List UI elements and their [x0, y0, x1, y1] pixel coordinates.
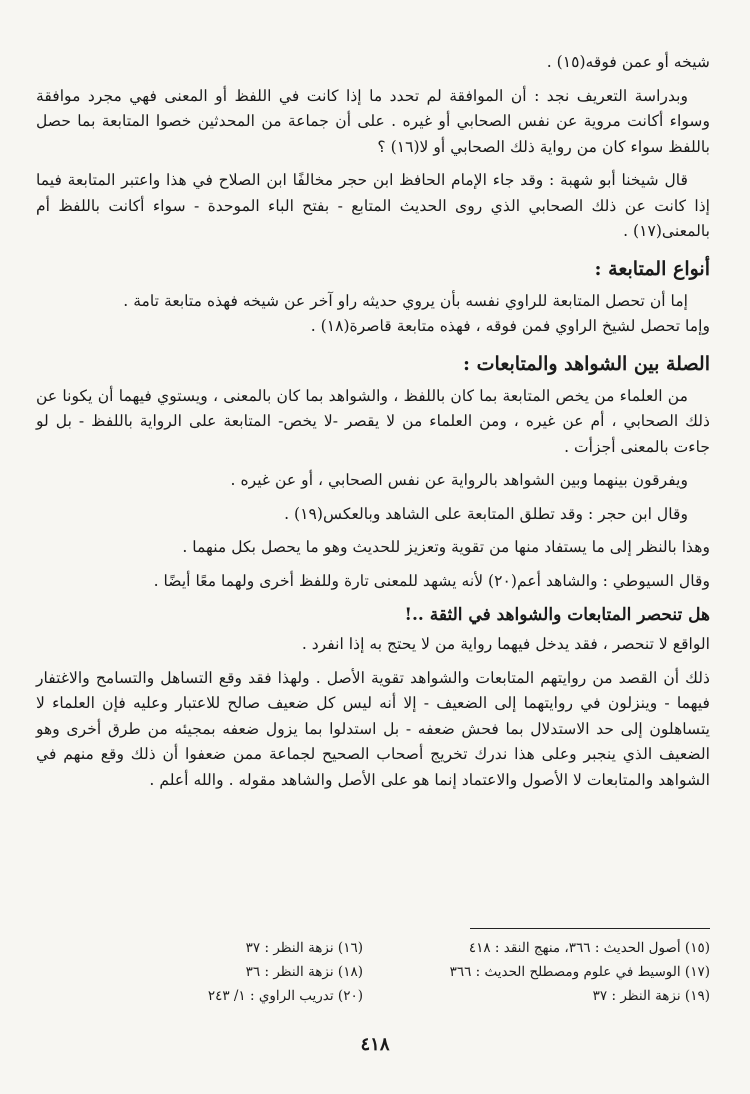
paragraph-3: قال شيخنا أبو شهبة : وقد جاء الإمام الحافظ ابن حجر مخالفًا ابن الصلاح في هذا واعتبر المتابعة فيما إذا كانت عن ذلك الصحابي الذي روى الحديث المتابع - بفتح الباء الموحدة - سواء أكانت باللفظ أم بالمعنى(١٧) . — [36, 171, 710, 240]
paragraph-7: ويفرقون بينهما وبين الشواهد بالرواية عن نفس الصحابي ، أو عن غيره . — [230, 471, 688, 489]
paragraph-5: وإما تحصل لشيخ الراوي فمن فوقه ، فهذه متابعة قاصرة(١٨) . — [310, 317, 710, 335]
paragraph-10: وقال السيوطي : والشاهد أعم(٢٠) لأنه يشهد للمعنى تارة وللفظ أخرى ولهما معًا أيضًا . — [153, 571, 710, 590]
footnote-15: (١٥) أصول الحديث : ٣٦٦، منهج النقد : ٤١٨ — [468, 940, 710, 956]
footnote-20: (٢٠) تدريب الراوي : ١/ ٢٤٣ — [207, 988, 363, 1004]
heading-relation-shawahid: الصلة بين الشواهد والمتابعات : — [463, 352, 710, 375]
footnotes — [36, 938, 710, 1007]
paragraph-1: شيخه أو عمن فوقه(١٥) . — [546, 53, 710, 71]
paragraph-4: إما أن تحصل المتابعة للراوي نفسه بأن يروي حديثه راو آخر عن شيخه فهذه متابعة تامة . — [123, 291, 688, 310]
heading-types-of-mutabaa: أنواع المتابعة : — [594, 257, 710, 280]
page-number: ٤١٨ — [360, 1034, 390, 1055]
heading-restricted-thiqa: هل تنحصر المتابعات والشواهد في الثقة ..! — [404, 605, 710, 625]
footnote-divider — [470, 928, 710, 929]
footnote-17: (١٧) الوسيط في علوم ومصطلح الحديث : ٣٦٦ — [449, 964, 710, 980]
paragraph-2: وبدراسة التعريف نجد : أن الموافقة لم تحدد ما إذا كانت في اللفظ أو المعنى فهي مجرد موافقة وسواء أكانت مروية عن نفس الصحابي أو غيره . على أن جماعة من المحدثين خصوا المتابعة بما حصل باللفظ سواء كان من رواية ذلك الصحابي أو لا(١٦) ؟ — [36, 86, 710, 156]
paragraph-8: وقال ابن حجر : وقد تطلق المتابعة على الشاهد وبالعكس(١٩) . — [284, 504, 688, 523]
footnote-16: (١٦) نزهة النظر : ٣٧ — [245, 940, 363, 956]
footnote-18: (١٨) نزهة النظر : ٣٦ — [245, 964, 363, 980]
paragraph-9: وهذا بالنظر إلى ما يستفاد منها من تقوية وتعزيز للحديث وهو ما يحصل بكل منهما . — [182, 538, 710, 556]
paragraph-12: ذلك أن القصد من روايتهم المتابعات والشواهد تقوية الأصل . ولهذا فقد وقع التساهل والتسامح والاغتفار فيهما - وينزلون في روايتهما إلى الضعيف - إلا أنه ليس كل ضعيف صالح للاعتبار وعليه فإن العلماء لا يتساهلون إلى حد الاستدلال بما فحش ضعفه - بل استدلوا بما يزول ضعفه بمجيئه من طرق أخرى وهو الضعيف الذي ينجبر وعلى هذا ندرك تخريج أصحاب الصحيح لجماعة ممن ضعفوا أن ذلك وقع منهم في الشواهد والمتابعات لا الأصول والاعتماد إنما هو على الأصل والشاهد مقوله . والله أعلم . — [36, 668, 710, 789]
footnote-19: (١٩) نزهة النظر : ٣٧ — [592, 988, 710, 1004]
paragraph-11: الواقع لا تنحصر ، فقد يدخل فيهما رواية من لا يحتج به إذا انفرد . — [301, 635, 710, 653]
main-text — [36, 50, 710, 793]
paragraph-6: من العلماء من يخص المتابعة بما كان باللفظ ، والشواهد بما كان بالمعنى ، ويستوي فيهما أن يكونا عن ذلك الصحابي ، أم عن غيره ، ومن العلماء من لا يقصر -لا يخص- المتابعة على الرواية باللفظ - بل لو جاءت بالمعنى أجزأت . — [36, 386, 710, 456]
